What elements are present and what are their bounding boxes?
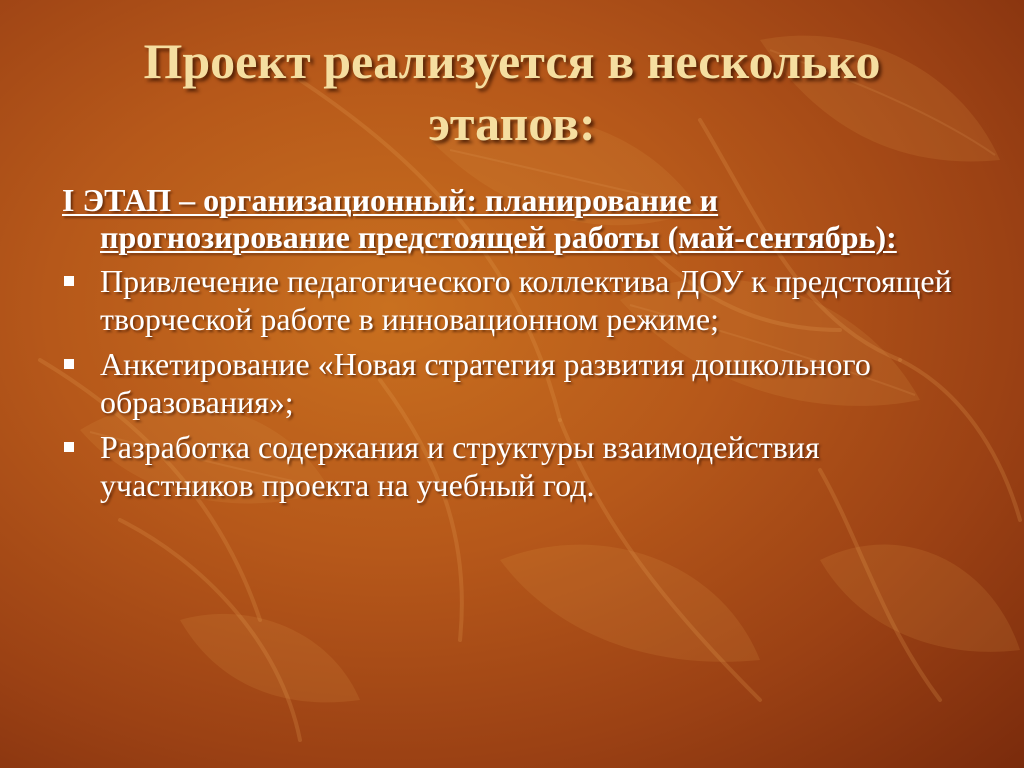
square-bullet-icon [64, 442, 74, 452]
square-bullet-icon [64, 276, 74, 286]
bullet-text: Анкетирование «Новая стратегия развития дошкольного образования»; [100, 346, 871, 420]
slide-content [62, 182, 962, 511]
bullet-item [62, 262, 962, 338]
bullet-item [62, 428, 962, 504]
bullet-item [62, 345, 962, 421]
bullet-list [62, 262, 962, 504]
bullet-text: Привлечение педагогического коллектива ДОУ к предстоящей творческой работе в инновационном режиме; [100, 263, 952, 337]
square-bullet-icon [64, 359, 74, 369]
stage-heading: I ЭТАП – организационный: планирование и прогнозирование предстоящей работы (май-сентябрь): [62, 182, 897, 255]
slide-title: Проект реализуется в несколько этапов: [143, 33, 881, 151]
bullet-text: Разработка содержания и структуры взаимодействия участников проекта на учебный год. [100, 429, 820, 503]
